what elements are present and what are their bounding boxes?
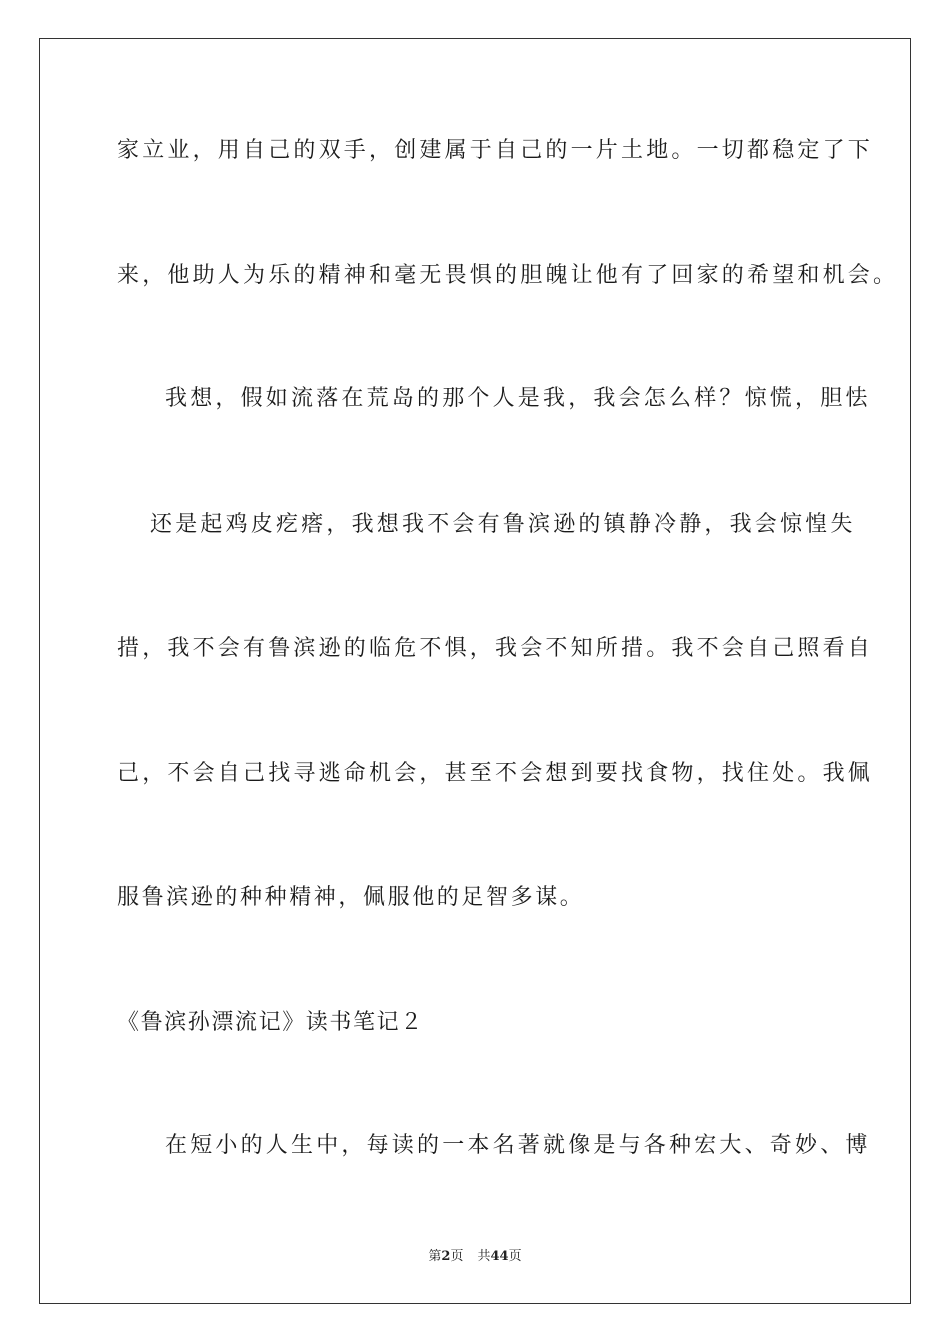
- page-prefix: 第: [428, 1249, 442, 1264]
- text-line: 我想，假如流落在荒岛的那个人是我，我会怎么样？惊慌，胆怯: [165, 386, 871, 411]
- total-pages: 44: [490, 1249, 509, 1264]
- page-border: [39, 38, 911, 1304]
- section-heading: 《鲁滨孙漂流记》读书笔记２: [117, 1010, 424, 1035]
- text-line: 措，我不会有鲁滨逊的临危不惧，我会不知所措。我不会自己照看自: [117, 636, 874, 661]
- total-prefix: 共: [477, 1249, 491, 1264]
- text-line: 还是起鸡皮疙瘩，我想我不会有鲁滨逊的镇静冷静，我会惊惶失: [150, 512, 856, 537]
- text-line: 己，不会自己找寻逃命机会，甚至不会想到要找食物，找住处。我佩: [117, 761, 874, 786]
- text-line: 家立业，用自己的双手，创建属于自己的一片土地。一切都稳定了下: [117, 138, 874, 163]
- text-line: 来，他助人为乐的精神和毫无畏惧的胆魄让他有了回家的希望和机会。: [117, 263, 899, 288]
- page-footer: [0, 1248, 950, 1266]
- text-line: 服鲁滨逊的种种精神，佩服他的足智多谋。: [117, 885, 585, 910]
- total-suffix: 页: [508, 1249, 522, 1264]
- text-line: 在短小的人生中，每读的一本名著就像是与各种宏大、奇妙、博: [165, 1133, 871, 1158]
- page-suffix: 页: [450, 1249, 464, 1264]
- page-number: 2: [441, 1249, 451, 1264]
